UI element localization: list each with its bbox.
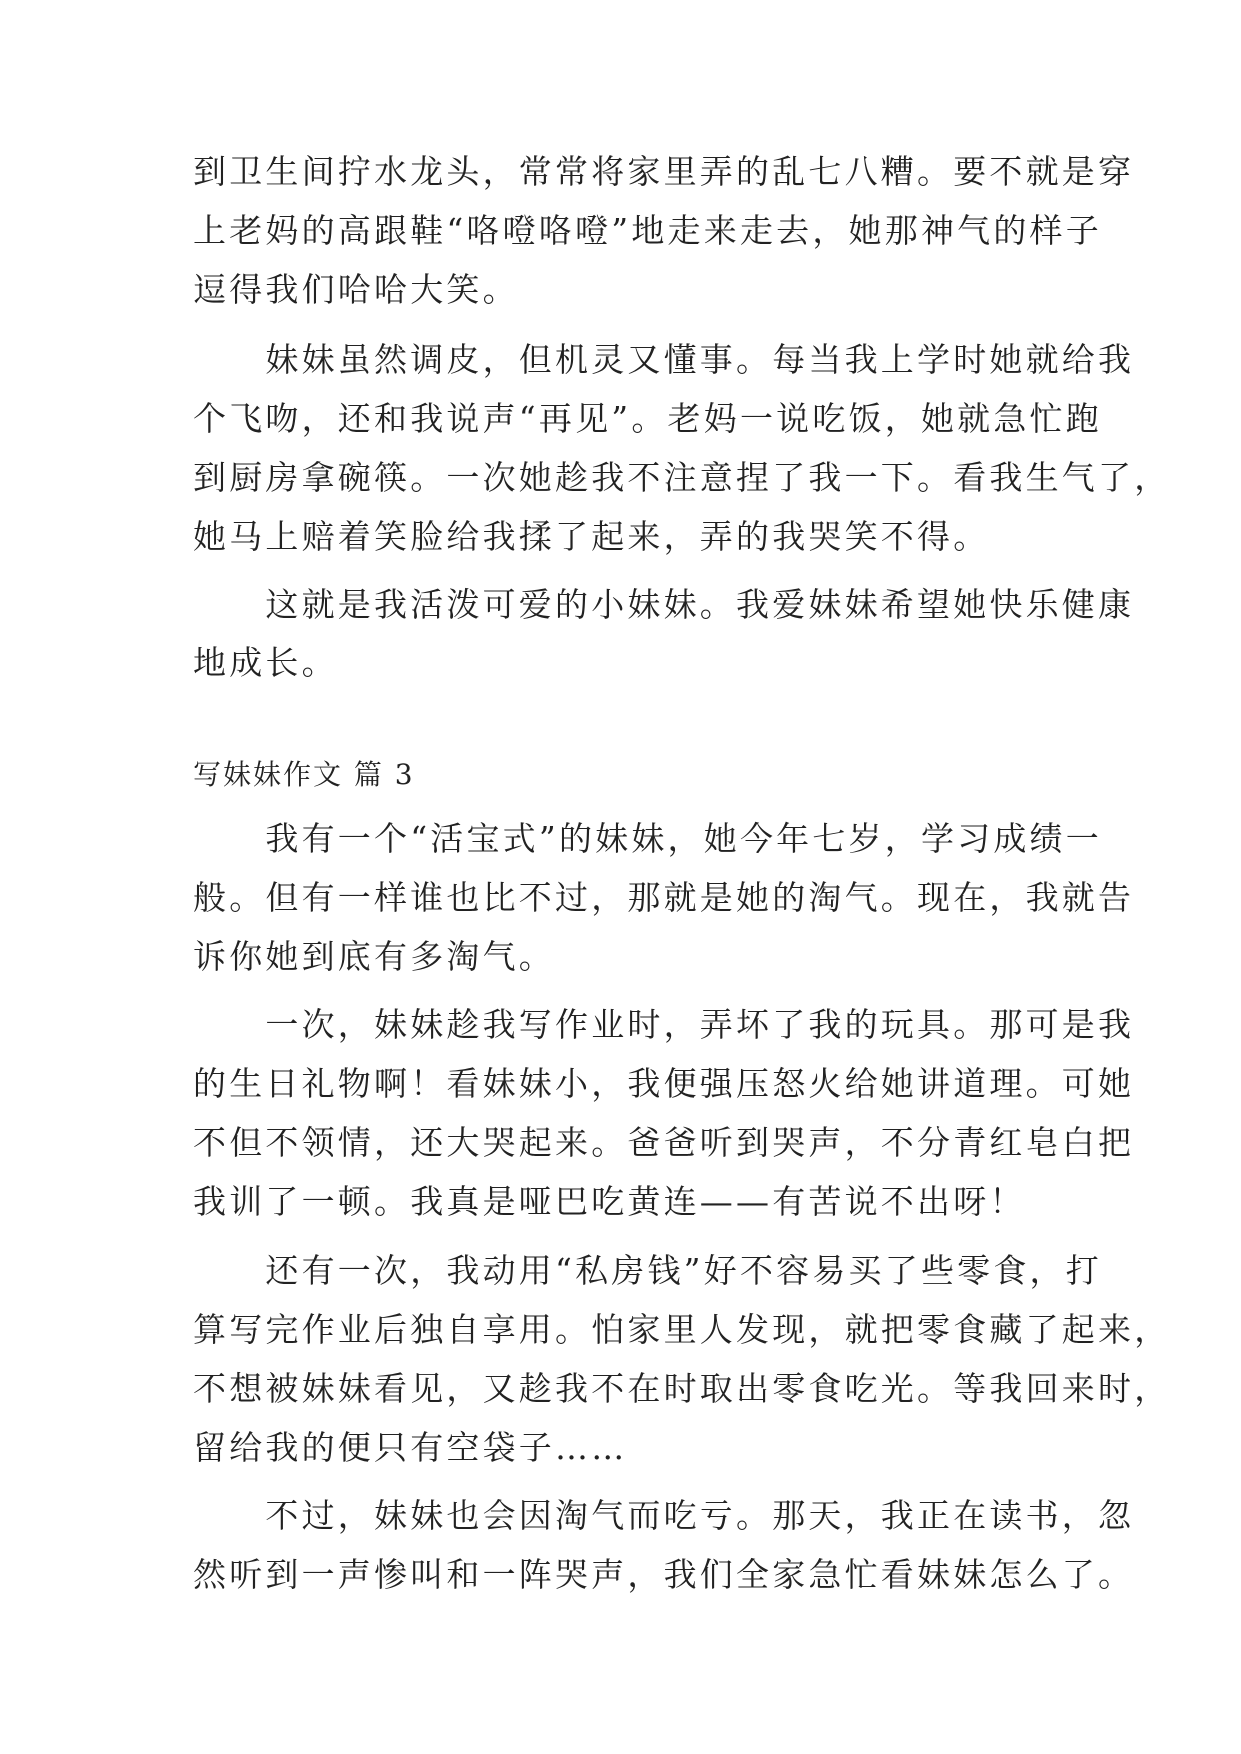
- text-line: 诉你她到底有多淘气。: [193, 937, 555, 976]
- text-line: 她马上赔着笑脸给我揉了起来，弄的我哭笑不得。: [193, 517, 990, 556]
- text-line: 不过，妹妹也会因淘气而吃亏。那天，我正在读书，忽: [193, 1496, 1135, 1535]
- text-line: 到厨房拿碗筷。一次她趁我不注意捏了我一下。看我生气了，: [193, 458, 1171, 497]
- text-line: 留给我的便只有空袋子……: [193, 1428, 628, 1467]
- text-line: 个飞吻，还和我说声“再见”。老妈一说吃饭，她就急忙跑: [193, 399, 1102, 438]
- section-heading: 写妹妹作文 篇 3: [193, 758, 415, 791]
- text-line: 我有一个“活宝式”的妹妹，她今年七岁，学习成绩一: [193, 819, 1102, 858]
- text-line: 还有一次，我动用“私房钱”好不容易买了些零食，打: [193, 1251, 1102, 1290]
- text-line: 般。但有一样谁也比不过，那就是她的淘气。现在，我就告: [193, 878, 1135, 917]
- text-line: 上老妈的高跟鞋“咯噔咯噔”地走来走去，她那神气的样子: [193, 211, 1102, 250]
- text-line: 到卫生间拧水龙头，常常将家里弄的乱七八糟。要不就是穿: [193, 152, 1135, 191]
- text-line: 我训了一顿。我真是哑巴吃黄连——有苦说不出呀！: [193, 1182, 1026, 1221]
- text-line: 然听到一声惨叫和一阵哭声，我们全家急忙看妹妹怎么了。: [193, 1555, 1135, 1594]
- text-line: 一次，妹妹趁我写作业时，弄坏了我的玩具。那可是我: [193, 1005, 1135, 1044]
- text-line: 不但不领情，还大哭起来。爸爸听到哭声，不分青红皂白把: [193, 1123, 1135, 1162]
- text-line: 的生日礼物啊！看妹妹小，我便强压怒火给她讲道理。可她: [193, 1064, 1135, 1103]
- text-line: 地成长。: [193, 643, 338, 682]
- text-line: 妹妹虽然调皮，但机灵又懂事。每当我上学时她就给我: [193, 340, 1135, 379]
- text-line: 不想被妹妹看见，又趁我不在时取出零食吃光。等我回来时，: [193, 1369, 1171, 1408]
- text-line: 逗得我们哈哈大笑。: [193, 270, 519, 309]
- text-line: 算写完作业后独自享用。怕家里人发现，就把零食藏了起来，: [193, 1310, 1171, 1349]
- text-line: 这就是我活泼可爱的小妹妹。我爱妹妹希望她快乐健康: [193, 585, 1135, 624]
